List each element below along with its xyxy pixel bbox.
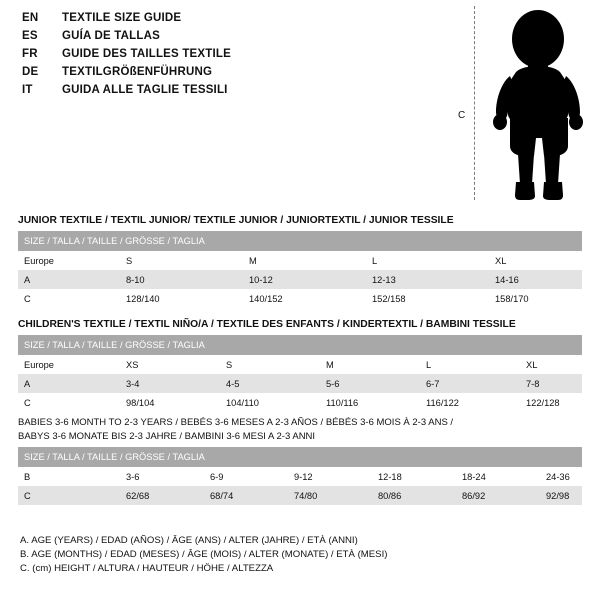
cell: L [420,355,520,374]
legend-item-age-months: B. AGE (MONTHS) / EDAD (MESES) / ÂGE (MOIS) / ALTER (MONATE) / ETÀ (MESI) [20,549,388,560]
cell: 6-9 [204,467,288,486]
language-code: ES [22,30,38,42]
children-size-table [18,335,582,412]
cell: S [220,355,320,374]
table-row [18,486,582,505]
table-band-row [18,335,582,355]
language-code: FR [22,48,38,60]
junior-size-table [18,231,582,308]
section-junior-textile [18,214,582,308]
table-row [18,251,582,270]
cell: M [243,251,366,270]
header-row [22,48,442,66]
cell: 68/74 [204,486,288,505]
row-label: A [18,374,120,393]
header-title: TEXTILE SIZE GUIDE [62,12,182,24]
cell: 86/92 [456,486,540,505]
table-band-row [18,447,582,467]
header-row [22,30,442,48]
table-row [18,355,582,374]
cell: XL [520,355,582,374]
cell: 92/98 [540,486,582,505]
header-title: GUIDE DES TAILLES TEXTILE [62,48,231,60]
cell: 9-12 [288,467,372,486]
cell: S [120,251,243,270]
measurement-dashed-line [474,6,475,200]
band-label: SIZE / TALLA / TAILLE / GRÖSSE / TAGLIA [18,447,582,467]
table-row [18,467,582,486]
header-row [22,66,442,84]
cell: 98/104 [120,393,220,412]
section-title-line-1: BABIES 3-6 MONTH TO 2-3 YEARS / BEBÉS 3-6 MESES A 2-3 AÑOS / BÉBÉS 3-6 MOIS À 2-3 ANS / [18,417,454,428]
cell: XS [120,355,220,374]
cell: M [320,355,420,374]
table-row [18,393,582,412]
row-label: Europe [18,355,120,374]
section-children-textile [18,318,582,412]
cell: L [366,251,489,270]
cell: 4-5 [220,374,320,393]
header-title: GUÍA DE TALLAS [62,30,160,42]
legend-item-height: C. (cm) HEIGHT / ALTURA / HAUTEUR / HÖHE / ALTEZZA [20,563,274,574]
legend-item-age-years: A. AGE (YEARS) / EDAD (AÑOS) / ÂGE (ANS) / ALTER (JAHRE) / ETÀ (ANNI) [20,535,358,546]
cell: 116/122 [420,393,520,412]
cell: 3-6 [120,467,204,486]
language-code: DE [22,66,39,78]
cell: 12-18 [372,467,456,486]
table-band-row [18,231,582,251]
cell: XL [489,251,582,270]
measurement-label-c: C [458,110,466,121]
header-title: TEXTILGRÖßENFÜHRUNG [62,66,213,78]
cell: 8-10 [120,270,243,289]
row-label: C [18,486,120,505]
row-label: Europe [18,251,120,270]
language-code: IT [22,84,33,96]
cell: 110/116 [320,393,420,412]
header-title: GUIDA ALLE TAGLIE TESSILI [62,84,228,96]
cell: 62/68 [120,486,204,505]
row-label: C [18,393,120,412]
cell: 5-6 [320,374,420,393]
cell: 7-8 [520,374,582,393]
header-row [22,12,442,30]
cell: 6-7 [420,374,520,393]
cell: 152/158 [366,289,489,308]
cell: 12-13 [366,270,489,289]
cell: 104/110 [220,393,320,412]
cell: 128/140 [120,289,243,308]
language-code: EN [22,12,39,24]
babies-size-table [18,447,582,505]
legend [20,534,580,576]
cell: 158/170 [489,289,582,308]
section-title: JUNIOR TEXTILE / TEXTIL JUNIOR/ TEXTILE JUNIOR / JUNIORTEXTIL / JUNIOR TESSILE [18,215,454,226]
cell: 14-16 [489,270,582,289]
section-babies-textile [18,416,582,505]
cell: 80/86 [372,486,456,505]
cell: 10-12 [243,270,366,289]
band-label: SIZE / TALLA / TAILLE / GRÖSSE / TAGLIA [18,231,582,251]
cell: 140/152 [243,289,366,308]
table-row [18,374,582,393]
section-title: CHILDREN'S TEXTILE / TEXTIL NIÑO/A / TEXTILE DES ENFANTS / KINDERTEXTIL / BAMBINI TESSILE [18,319,516,330]
cell: 3-4 [120,374,220,393]
cell: 122/128 [520,393,582,412]
header-row [22,84,442,102]
cell: 24-36 [540,467,582,486]
row-label: B [18,467,120,486]
header-language-titles [22,12,442,102]
row-label: C [18,289,120,308]
table-row [18,289,582,308]
row-label: A [18,270,120,289]
cell: 18-24 [456,467,540,486]
band-label: SIZE / TALLA / TAILLE / GRÖSSE / TAGLIA [18,335,582,355]
cell: 74/80 [288,486,372,505]
toddler-silhouette-icon [482,6,592,207]
height-measurement-figure [452,4,592,204]
table-row [18,270,582,289]
section-title-line-2: BABYS 3-6 MONATE BIS 2-3 JAHRE / BAMBINI 3-6 MESI A 2-3 ANNI [18,430,316,442]
